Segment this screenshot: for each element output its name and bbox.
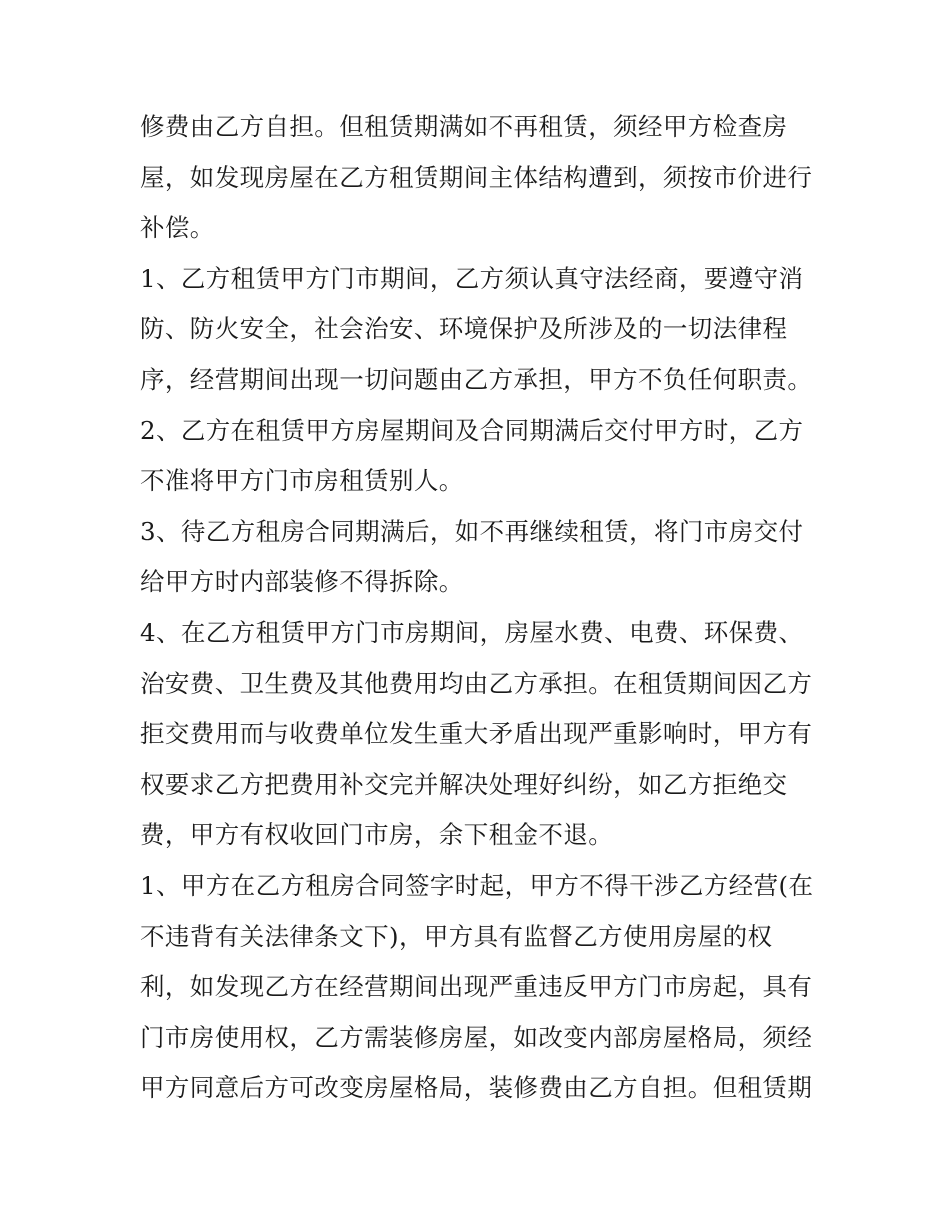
text-line: 3、待乙方租房合同期满后，如不再继续租赁，将门市房交付 <box>140 516 804 546</box>
text-line: 给甲方时内部装修不得拆除。 <box>140 567 464 597</box>
text-line: 甲方同意后方可改变房屋格局，装修费由乙方自担。但租赁期 <box>140 1073 813 1103</box>
document-body <box>140 102 820 1114</box>
text-line: 序，经营期间出现一切问题由乙方承担，甲方不负任何职责。 <box>140 364 813 394</box>
text-line: 补偿。 <box>140 213 215 243</box>
text-line: 治安费、卫生费及其他费用均由乙方承担。在租赁期间因乙方 <box>140 668 813 698</box>
text-line: 修费由乙方自担。但租赁期满如不再租赁，须经甲方检查房 <box>140 112 788 141</box>
text-line: 1、乙方租赁甲方门市期间，乙方须认真守法经商，要遵守消 <box>140 263 804 293</box>
text-line: 拒交费用而与收费单位发生重大矛盾出现严重影响时，甲方有 <box>140 719 813 749</box>
text-line: 不违背有关法律条文下)，甲方具有监督乙方使用房屋的权 <box>140 921 773 951</box>
text-line: 屋，如发现房屋在乙方租赁期间主体结构遭到，须按市价进行 <box>140 162 813 192</box>
text-line: 不准将甲方门市房租赁别人。 <box>140 466 464 496</box>
text-line: 防、防火安全，社会治安、环境保护及所涉及的一切法律程 <box>140 314 788 344</box>
text-line: 权要求乙方把费用补交完并解决处理好纠纷，如乙方拒绝交 <box>140 769 788 799</box>
text-line: 4、在乙方租赁甲方门市房期间，房屋水费、电费、环保费、 <box>140 617 804 647</box>
text-line: 2、乙方在租赁甲方房屋期间及合同期满后交付甲方时，乙方 <box>140 415 804 445</box>
text-line: 门市房使用权，乙方需装修房屋，如改变内部房屋格局，须经 <box>140 1022 813 1052</box>
text-line: 费，甲方有权收回门市房，余下租金不退。 <box>140 820 614 850</box>
text-line: 利，如发现乙方在经营期间出现严重违反甲方门市房起，具有 <box>140 972 813 1002</box>
text-line: 1、甲方在乙方租房合同签字时起，甲方不得干涉乙方经营(在 <box>140 870 814 900</box>
